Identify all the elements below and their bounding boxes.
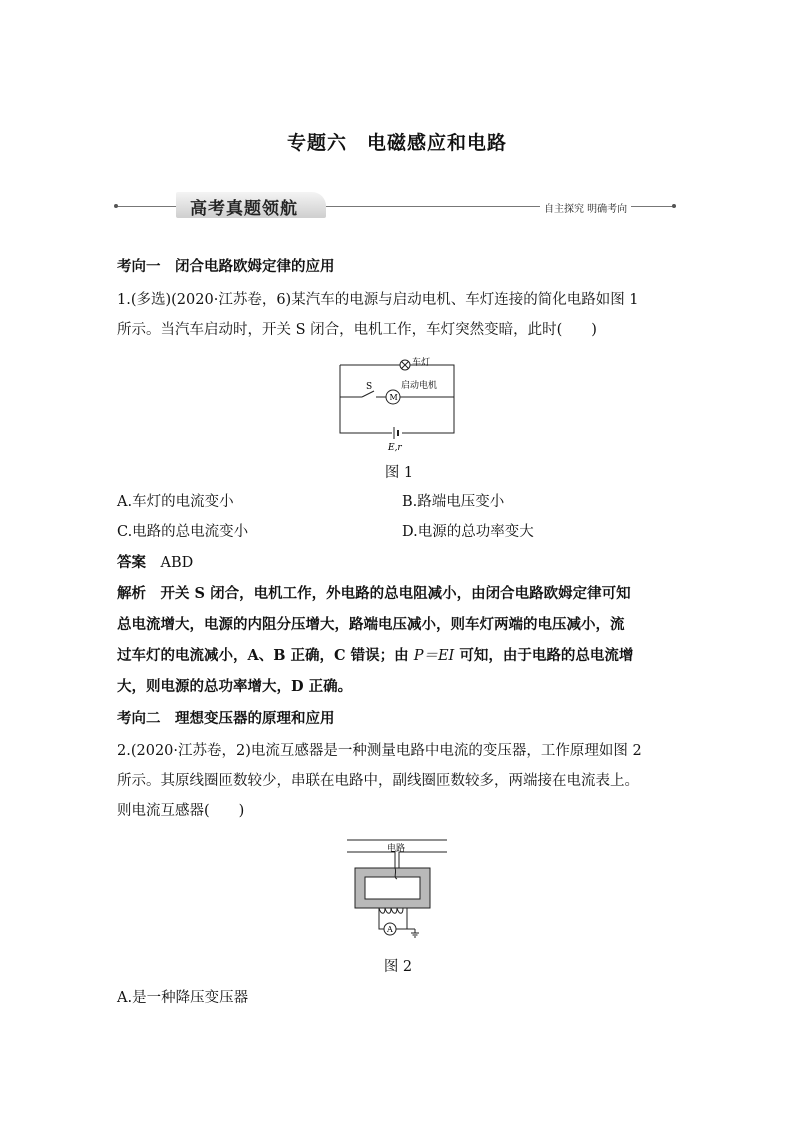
section2-heading: 考向二 理想变压器的原理和应用 xyxy=(117,710,335,727)
q1-option-b: B.路端电压变小 xyxy=(402,494,505,510)
figure1-motor-symbol: M xyxy=(389,393,398,402)
q1-option-d: D.电源的总功率变大 xyxy=(402,524,534,540)
analysis-formula: P＝EI xyxy=(413,648,455,664)
banner-dot-left xyxy=(114,204,118,208)
q1-line1: 1.(多选)(2020·江苏卷，6)某汽车的电源与启动电机、车灯连接的简化电路如图 1 xyxy=(117,292,639,308)
q1-line2: 所示。当汽车启动时，开关 S 闭合，电机工作，车灯突然变暗，此时( ) xyxy=(117,322,597,338)
figure1-lamp-label: 车灯 xyxy=(412,358,431,368)
q1-option-c: C.电路的总电流变小 xyxy=(117,524,249,540)
banner-label: 高考真题领航 xyxy=(190,199,298,219)
figure2-circuit-label: 电路 xyxy=(387,844,406,854)
figure1-caption: 图 1 xyxy=(384,465,414,481)
page-title: 专题六 电磁感应和电路 xyxy=(286,132,507,154)
q1-option-a: A.车灯的电流变小 xyxy=(117,494,234,510)
banner-subtitle: 自主探究 明确考向 xyxy=(540,200,631,215)
figure2-caption: 图 2 xyxy=(383,959,413,975)
figure2-ammeter-symbol: A xyxy=(387,925,393,934)
figure1-switch-label: S xyxy=(366,382,373,392)
q2-option-a: A.是一种降压变压器 xyxy=(117,990,249,1006)
analysis-label: 解析 xyxy=(117,585,146,602)
analysis-text3c: 可知，由于电路的总电流增 xyxy=(459,647,634,664)
figure1-circuit xyxy=(330,355,470,455)
q2-line2: 所示。其原线圈匝数较少，串联在电路中，副线圈匝数较多，两端接在电流表上。 xyxy=(117,773,639,789)
figure2-transformer xyxy=(345,835,450,945)
figure1-source-label: E,r xyxy=(388,443,402,453)
q1-analysis-line1 xyxy=(117,584,631,604)
section1-heading: 考向一 闭合电路欧姆定律的应用 xyxy=(117,258,335,275)
answer-value: ABD xyxy=(160,555,194,571)
analysis-text1: 开关 S 闭合，电机工作，外电路的总电阻减小，由闭合电路欧姆定律可知 xyxy=(160,585,631,602)
figure1-motor-label: 启动电机 xyxy=(401,381,438,391)
q1-answer xyxy=(117,553,193,573)
analysis-text3a: 过车灯的电流减小，A、B 正确，C 错误；由 xyxy=(117,647,409,664)
q1-analysis-line4: 大，则电源的总功率增大，D 正确。 xyxy=(117,678,353,695)
q1-analysis-line2: 总电流增大，电源的内阻分压增大，路端电压减小，则车灯两端的电压减小，流 xyxy=(117,616,625,633)
q2-line1: 2.(2020·江苏卷，2)电流互感器是一种测量电路中电流的变压器，工作原理如图 2 xyxy=(117,743,642,759)
answer-label: 答案 xyxy=(117,554,146,571)
q1-analysis-line3 xyxy=(117,646,633,666)
q2-line3: 则电流互感器( ) xyxy=(117,803,245,819)
banner-dot-right xyxy=(672,204,676,208)
